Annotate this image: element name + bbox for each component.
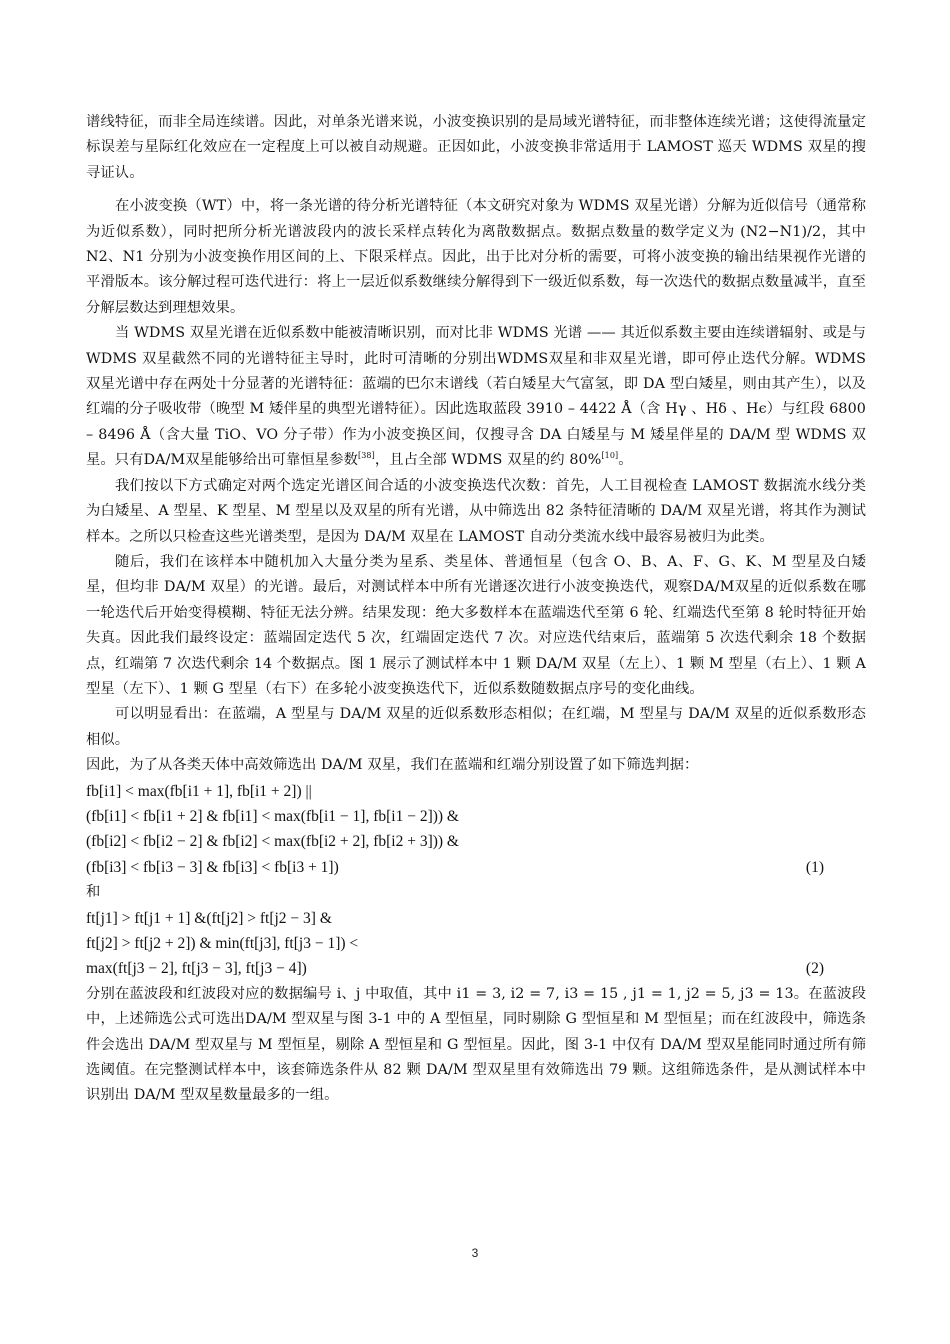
citation-ref: [38] (358, 451, 375, 461)
equation-line (86, 855, 866, 880)
equation-number: (2) (805, 960, 824, 978)
equation-2 (86, 906, 866, 982)
equation-line: ft[j1] > ft[j1 + 1] &(ft[j2] > ft[j2 − 3] & (86, 909, 332, 927)
equation-1 (86, 779, 866, 881)
citation-ref: [10] (601, 451, 619, 461)
paragraph-wavelet-transform: 在小波变换（WT）中，将一条光谱的待分析光谱特征（本文研究对象为 WDMS 双星光谱）分解为近似信号（通常称为近似系数），同时把所分析光谱波段内的波长采样点转化为离散数据点。数据点数量的数学定义为 (N2−N1)/2，其中 N2、N1 分别为小波变换作用区间的上、下限采样点。因此，出于比对分析的需要，可将小波变换的输出结果视作光谱的平滑版本。该分解过程可迭代进行：将上一层近似系数继续分解得到下一级近似系数，每一次迭代的数据点数量减半，直至分解层数达到理想效果。 (86, 198, 866, 316)
equation-line (86, 956, 866, 981)
equation-text: max(ft[j3 − 2], ft[j3 − 3], ft[j3 − 4]) (86, 960, 307, 978)
paragraph-text: ，且占全部 WDMS 双星的约 80% (374, 452, 602, 469)
equation-line: (fb[i2] < fb[i2 − 2] & fb[i2] < max(fb[i2 + 2], fb[i2 + 3])) & (86, 833, 459, 851)
paragraph-spectral-features (86, 321, 866, 473)
paragraph-test-sample: 随后，我们在该样本中随机加入大量分类为星系、类星体、普通恒星（包含 O、B、A、F、G、K、M 型星及白矮星，但均非 DA/M 双星）的光谱。最后，对测试样本中所有光谱逐次进行小波变换迭代，观察DA/M双星的近似系数在哪一轮迭代后开始变得模糊、特征无法分辨。结果发现：绝大多数样本在蓝端迭代至第 6 轮、红端迭代至第 8 轮时特征开始失真。因此我们最终设定：蓝端固定迭代 5 次，红端固定迭代 7 次。对应迭代结束后，蓝端第 5 次迭代剩余 18 个数据点，红端第 7 次迭代剩余 14 个数据点。图 1 展示了测试样本中 1 颗 DA/M 双星（左上）、1 颗 M 型星（右上）、1 颗 A 型星（左下）、1 颗 G 型星（右下）在多轮小波变换迭代下，近似系数随数据点序号的变化曲线。 (86, 553, 866, 697)
equation-connector: 和 (86, 884, 101, 901)
equation-line: fb[i1] < max(fb[i1 + 1], fb[i1 + 2]) || (86, 782, 312, 800)
paragraph-continued: 谱线特征，而非全局连续谱。因此，对单条光谱来说，小波变换识别的是局域光谱特征，而非整体连续光谱；这使得流量定标误差与星际红化效应在一定程度上可以被自动规避。正因如此，小波变换非常适用于 LAMOST 巡天 WDMS 双星的搜寻证认。 (86, 114, 866, 181)
paragraph-observation: 可以明显看出：在蓝端，A 型星与 DA/M 双星的近似系数形态相似；在红端，M 型星与 DA/M 双星的近似系数形态相似。 (86, 706, 866, 748)
paragraph-criteria-result: 分别在蓝波段和红波段对应的数据编号 i、j 中取值，其中 i1 = 3, i2 = 7, i3 = 15 , j1 = 1, j2 = 5, j3 = 13。在蓝波段中，上述筛选公式可选出DA/M 型双星与图 3-1 中的 A 型恒星，同时剔除 G 型恒星和 M 型恒星；而在红波段中，筛选条件会选出 DA/M 型双星与 M 型恒星，剔除 A 型恒星和 G 型恒星。因此，图 3-1 中仅有 DA/M 型双星能同时通过所有筛选阈值。在完整测试样本中，该套筛选条件从 82 颗 DA/M 型双星里有效筛选出 79 颗。这组筛选条件，是从测试样本中识别出 DA/M 型双星数量最多的一组。 (86, 985, 866, 1104)
page-number: 3 (471, 1246, 479, 1260)
equation-line: ft[j2] > ft[j2 + 2]) & min(ft[j3], ft[j3 − 1]) < (86, 935, 359, 952)
equation-text: (fb[i3] < fb[i3 − 3] & fb[i3] < fb[i3 + 1]) (86, 858, 339, 876)
equation-line: (fb[i1] < fb[i1 + 2] & fb[i1] < max(fb[i1 − 1], fb[i1 − 2])) & (86, 807, 459, 825)
paragraph-text: 。 (618, 452, 633, 469)
equation-number: (1) (805, 858, 824, 876)
paragraph-criteria-intro: 因此，为了从各类天体中高效筛选出 DA/M 双星，我们在蓝端和红端分别设置了如下筛选判据： (86, 757, 699, 774)
paragraph-iteration-selection: 我们按以下方式确定对两个选定光谱区间合适的小波变换迭代次数：首先，人工目视检查 LAMOST 数据流水线分类为白矮星、A 型星、K 型星、M 型星以及双星的所有光谱，从中筛选出 82 条特征清晰的 DA/M 双星光谱，将其作为测试样本。之所以只检查这些光谱类型，是因为 DA/M 双星在 LAMOST 自动分类流水线中最容易被归为此类。 (86, 477, 866, 545)
body-text-column (86, 110, 866, 1109)
paragraph-text: 当 WDMS 双星光谱在近似系数中能被清晰识别，而对比非 WDMS 光谱 —— 其近似系数主要由连续谱辐射、或是与 WDMS 双星截然不同的光谱特征主导时，此时可清晰的分别出WDMS双星和非双星光谱，即可停止迭代分解。WDMS 双星光谱中存在两处十分显著的光谱特征：蓝端的巴尔末谱线（若白矮星大气富氢，即 DA 型白矮星，则由其产生），以及红端的分子吸收带（晚型 M 矮伴星的典型光谱特征）。因此选取蓝段 3910 – 4422 Å（含 Hγ 、Hδ 、Hϵ）与红段 6800 – 8496 Å（含大量 TiO、VO 分子带）作为小波变换区间，仅搜寻含 DA 白矮星与 M 矮星伴星的 DA/M 型 WDMS 双星。只有DA/M双星能够给出可靠恒星参数 (86, 325, 866, 469)
